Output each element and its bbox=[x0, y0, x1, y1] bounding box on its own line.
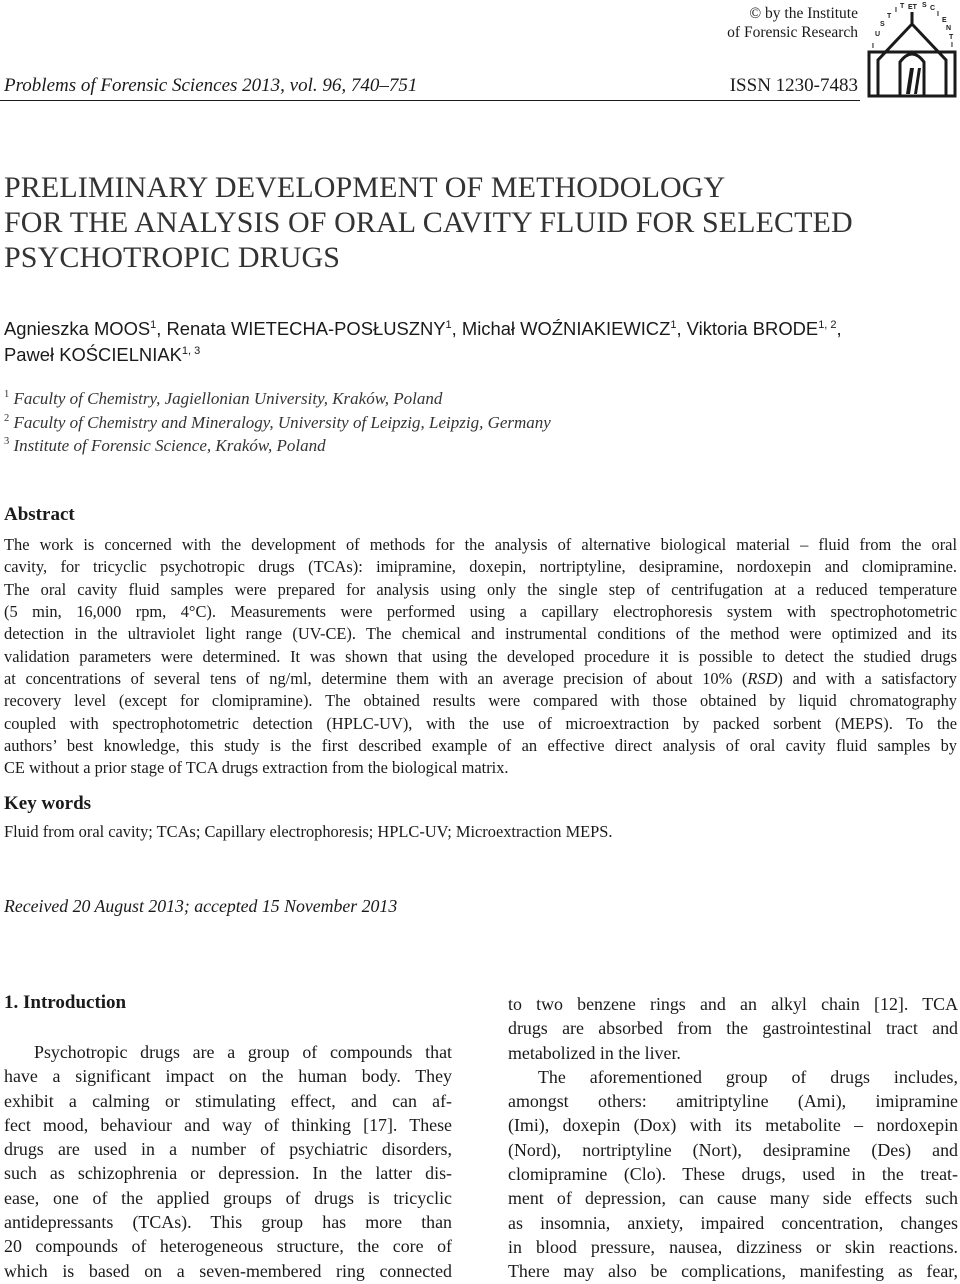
body-line: amongst others: amitriptyline (Ami), imipramine bbox=[508, 1091, 958, 1112]
svg-text:N: N bbox=[946, 25, 952, 32]
author-first-name: , Michał bbox=[451, 318, 521, 339]
svg-text:S: S bbox=[880, 21, 885, 28]
body-line: to two benzene rings and an alkyl chain [12]. TCA bbox=[508, 994, 958, 1014]
body-line: (Imi), doxepin (Dox) with its metabolite – nordoxepin bbox=[508, 1115, 958, 1136]
affiliation-text: Faculty of Chemistry and Mineralogy, University of Leipzig, Leipzig, Germany bbox=[9, 412, 551, 432]
author-affil-ref: 1 bbox=[445, 319, 452, 331]
svg-text:E: E bbox=[942, 17, 947, 24]
abstract-heading: Abstract bbox=[4, 504, 75, 525]
abstract-line: CE without a prior stage of TCA drugs extraction from the biological matrix. bbox=[4, 758, 509, 778]
journal-citation: Problems of Forensic Sciences 2013, vol. 96, 740–751 bbox=[4, 75, 418, 96]
body-line: metabolized in the liver. bbox=[508, 1042, 681, 1063]
copyright-notice bbox=[640, 4, 858, 42]
svg-text:C: C bbox=[930, 5, 936, 12]
author-affil-ref: 1 bbox=[150, 319, 157, 331]
affiliation-number: 1 bbox=[4, 389, 10, 400]
author-surname: BRODE bbox=[752, 318, 819, 339]
author-line-1 bbox=[4, 316, 960, 342]
author-surname: KOŚCIELNIAK bbox=[59, 344, 182, 365]
body-line: 20 compounds of heterogeneous structure, the core of bbox=[4, 1236, 452, 1257]
svg-text:T: T bbox=[887, 13, 892, 20]
author-line-2 bbox=[4, 342, 960, 368]
body-line: antidepressants (TCAs). This group has more than bbox=[4, 1212, 452, 1233]
author-affil-ref: 1, 2 bbox=[818, 319, 837, 331]
abstract-line: (5 min, 16,000 rpm, 4°C). Measurements were performed using a capillary electrophoresis system with spectrophotometric bbox=[4, 602, 957, 622]
author-surname: WIETECHA-POSŁUSZNY bbox=[230, 318, 446, 339]
body-line: (Nord), nortriptyline (Nort), desipramine (Des) and bbox=[508, 1139, 958, 1160]
title-line-1: PRELIMINARY DEVELOPMENT OF METHODOLOGY bbox=[4, 171, 726, 204]
svg-text:T: T bbox=[900, 3, 905, 10]
abstract-line-tail: ) and with a satisfactory bbox=[777, 669, 957, 689]
svg-text:S: S bbox=[922, 2, 927, 9]
abstract-line: recovery level (except for clomipramine). The obtained results were compared with those obtained by liquid chromatography bbox=[4, 691, 957, 711]
affiliation-text: Faculty of Chemistry, Jagiellonian University, Kraków, Poland bbox=[9, 389, 443, 408]
body-line: such as schizophrenia or depression. In the latter dis- bbox=[4, 1163, 452, 1184]
body-line: have a significant impact on the human body. They bbox=[4, 1066, 452, 1087]
body-line: ease, one of the applied groups of drugs is tricyclic bbox=[4, 1187, 452, 1208]
body-line: The aforementioned group of drugs includes, bbox=[538, 1066, 958, 1087]
abstract-line: The oral cavity fluid samples were prepared for analysis using only the single step of centrifugation at a reduced temperature bbox=[4, 579, 957, 599]
body-line: in blood pressure, nausea, dizziness or skin reactions. bbox=[508, 1236, 958, 1257]
intro-left-column bbox=[4, 1040, 452, 1283]
author-first-name: Paweł bbox=[4, 344, 60, 365]
author-affil-ref: 1 bbox=[670, 319, 677, 331]
intro-right-column bbox=[508, 992, 958, 1284]
affiliation-number: 3 bbox=[4, 436, 10, 447]
issn: ISSN 1230-7483 bbox=[729, 75, 858, 96]
copyright-line-1: © by the Institute bbox=[749, 5, 858, 22]
abstract-line: coupled with spectrophotometric detection (HPLC-UV), with the use of microextraction by packed sorbent (MEPS). To the bbox=[4, 713, 957, 733]
body-line: There may also be complications, manifesting as fear, bbox=[508, 1261, 958, 1282]
affiliation-text: Institute of Forensic Science, Kraków, Poland bbox=[9, 436, 326, 455]
svg-text:I: I bbox=[895, 7, 897, 14]
author-surname: WOŹNIAKIEWICZ bbox=[520, 318, 671, 339]
copyright-line-2: of Forensic Research bbox=[727, 24, 858, 41]
keywords-heading: Key words bbox=[4, 793, 92, 814]
body-line: fect mood, behaviour and way of thinking [17]. These bbox=[4, 1114, 452, 1135]
body-line: as insomnia, anxiety, impaired concentration, changes bbox=[508, 1212, 958, 1233]
svg-text:U: U bbox=[875, 31, 881, 38]
received-dates: Received 20 August 2013; accepted 15 November 2013 bbox=[4, 896, 398, 916]
abstract-line bbox=[4, 668, 957, 690]
body-line: drugs are absorbed from the gastrointestinal tract and bbox=[508, 1018, 958, 1039]
affiliation-number: 2 bbox=[4, 412, 10, 424]
introduction-heading: 1. Introduction bbox=[4, 992, 127, 1013]
affiliations bbox=[4, 387, 551, 458]
institute-logo bbox=[866, 2, 958, 98]
title-line-3: PSYCHOTROPIC DRUGS bbox=[4, 241, 341, 274]
abstract-line-text: at concentrations of several tens of ng/ml, determine them with an average precision of about 10% ( bbox=[4, 669, 748, 689]
author-list bbox=[4, 316, 960, 368]
abstract-line: cavity, for tricyclic psychotropic drugs (TCAs): imipramine, doxepin, nortriptyline, desipramine, nordoxepin and clomipramine. bbox=[4, 557, 957, 577]
body-line: clomipramine (Clo). These drugs, used in the treat- bbox=[508, 1164, 958, 1185]
author-first-name: , Viktoria bbox=[676, 318, 753, 339]
keywords-text: Fluid from oral cavity; TCAs; Capillary electrophoresis; HPLC-UV; Microextraction MEPS. bbox=[4, 822, 613, 841]
svg-text:T: T bbox=[949, 34, 954, 41]
svg-text:I: I bbox=[951, 42, 953, 49]
title-line-2: FOR THE ANALYSIS OF ORAL CAVITY FLUID FOR SELECTED bbox=[4, 206, 853, 239]
rsd-term: RSD bbox=[747, 669, 778, 689]
author-first-name: Agnieszka bbox=[4, 318, 94, 339]
header-divider bbox=[0, 100, 860, 101]
abstract-line: detection in the ultraviolet light range (UV-CE). The chemical and instrumental conditions of the method were optimized and its bbox=[4, 624, 957, 644]
body-line: Psychotropic drugs are a group of compounds that bbox=[34, 1042, 452, 1062]
svg-text:I: I bbox=[937, 11, 939, 18]
abstract-body bbox=[4, 534, 957, 780]
abstract-line: The work is concerned with the development of methods for the analysis of alternative biological material – fluid from the oral bbox=[4, 535, 957, 554]
author-separator: , bbox=[836, 318, 842, 339]
affiliation bbox=[4, 434, 551, 458]
author-affil-ref: 1, 3 bbox=[181, 345, 201, 357]
body-line: exhibit a calming or stimulating effect, and can af- bbox=[4, 1090, 452, 1111]
author-first-name: , Renata bbox=[156, 318, 231, 339]
svg-text:I: I bbox=[872, 43, 874, 50]
author-surname: MOOS bbox=[93, 318, 151, 339]
abstract-line: authors’ best knowledge, this study is the first described example of an effective direct analysis of oral cavity fluid samples by bbox=[4, 736, 957, 756]
abstract-line: validation parameters were determined. It was shown that using the developed procedure it is possible to detect the studied drugs bbox=[4, 646, 957, 666]
body-line: which is based on a seven-membered ring connected bbox=[4, 1260, 452, 1281]
paper-title bbox=[4, 170, 944, 275]
body-line: drugs are used in a number of psychiatric disorders, bbox=[4, 1139, 452, 1160]
svg-text:ET: ET bbox=[908, 4, 917, 11]
affiliation bbox=[4, 411, 551, 435]
body-line: ment of depression, can cause many side effects such bbox=[508, 1188, 958, 1209]
affiliation bbox=[4, 387, 551, 411]
